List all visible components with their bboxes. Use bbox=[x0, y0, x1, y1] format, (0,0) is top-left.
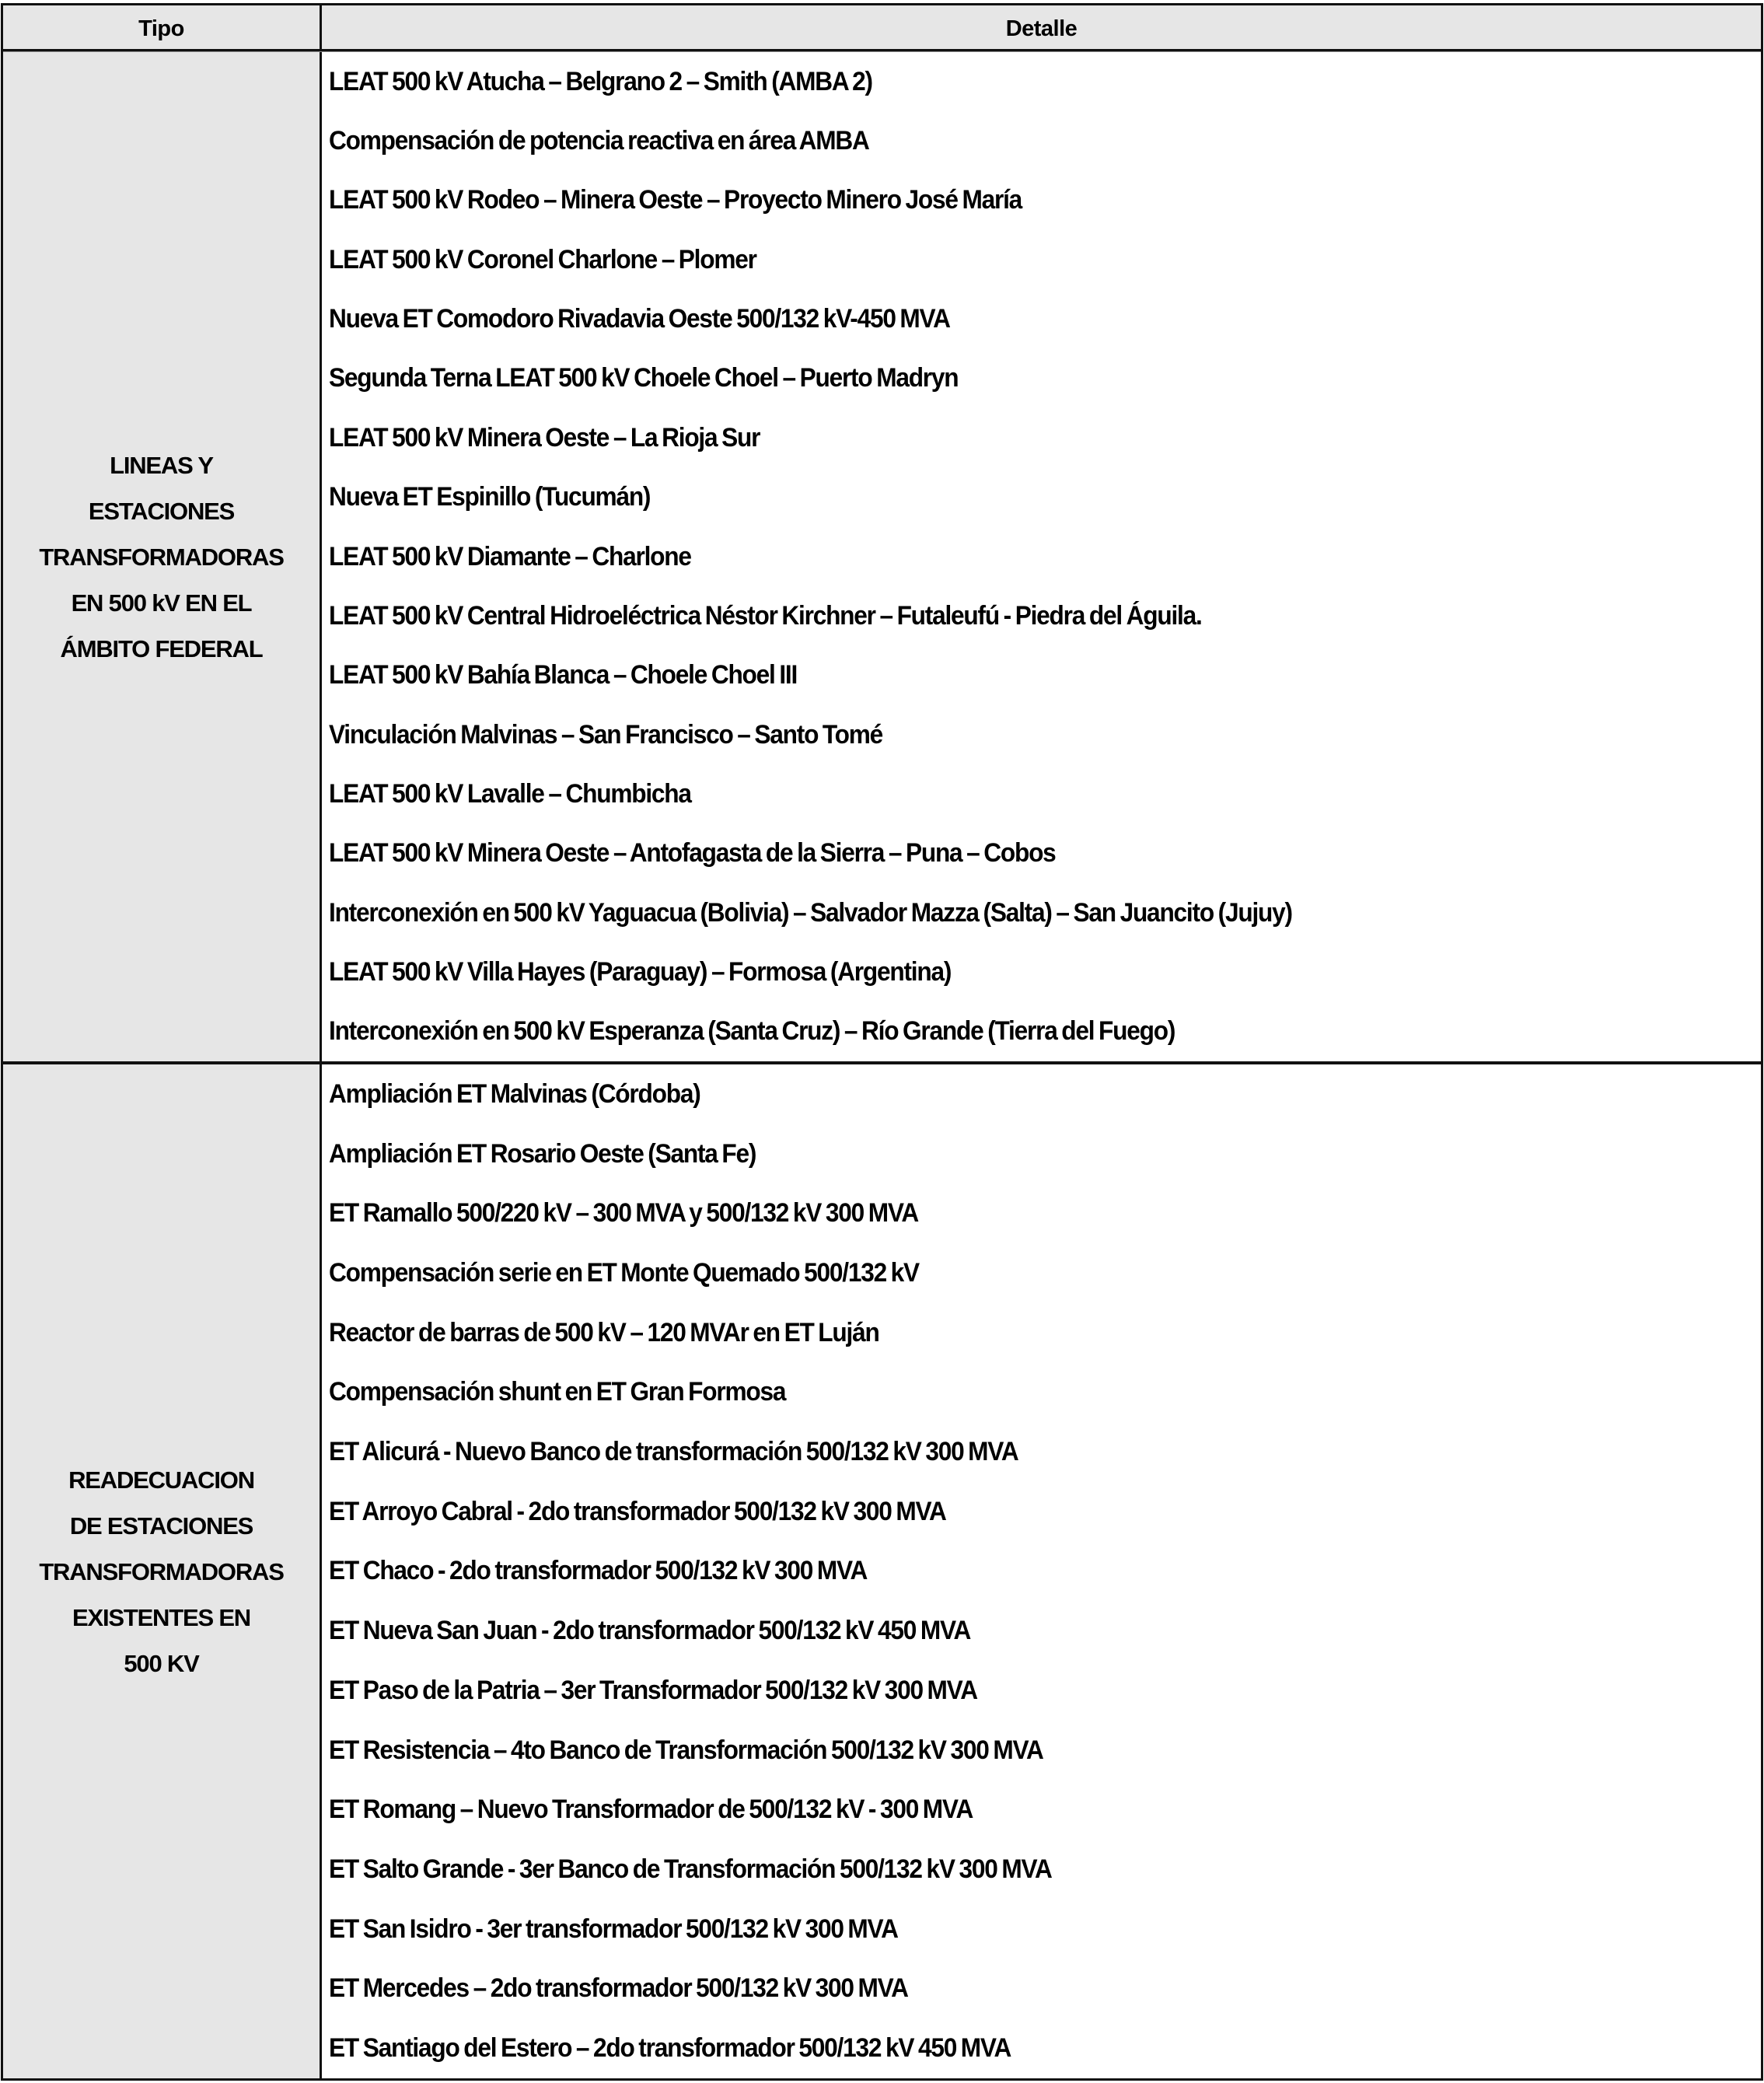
table-row bbox=[322, 824, 1761, 883]
detail-text: Interconexión en 500 kV Esperanza (Santa Cruz) – Río Grande (Tierra del Fuego) bbox=[329, 1016, 1175, 1047]
category-cell-readecuacion bbox=[3, 1064, 320, 2078]
category-label: READECUACION DE ESTACIONES TRANSFORMADORAS EXISTENTES EN 500 KV bbox=[39, 1466, 284, 1677]
detail-text: ET Resistencia – 4to Banco de Transformación 500/132 kV 300 MVA bbox=[329, 1735, 1043, 1765]
detail-text: ET Romang – Nuevo Transformador de 500/132 kV - 300 MVA bbox=[329, 1795, 973, 1825]
projects-table bbox=[1, 3, 1763, 2081]
detail-text: LEAT 500 kV Bahía Blanca – Choele Choel III bbox=[329, 660, 798, 690]
detail-text: LEAT 500 kV Atucha – Belgrano 2 – Smith (AMBA 2) bbox=[329, 66, 872, 96]
detail-text: Ampliación ET Malvinas (Córdoba) bbox=[329, 1078, 700, 1109]
detail-list-section-1 bbox=[322, 52, 1761, 1061]
table-row bbox=[322, 586, 1761, 645]
table-row bbox=[322, 349, 1761, 408]
category-label: LINEAS Y ESTACIONES TRANSFORMADORAS EN 500 kV EN EL ÁMBITO FEDERAL bbox=[39, 451, 284, 662]
table-row bbox=[322, 1064, 1761, 1124]
detail-text: ET Santiago del Estero – 2do transformador 500/132 kV 450 MVA bbox=[329, 2033, 1011, 2064]
detail-text: Compensación serie en ET Monte Quemado 500/132 kV bbox=[329, 1257, 919, 1288]
detail-text: LEAT 500 kV Lavalle – Chumbicha bbox=[329, 778, 691, 809]
table-row bbox=[322, 1243, 1761, 1303]
table-row bbox=[322, 1840, 1761, 1900]
detail-text: ET Arroyo Cabral - 2do transformador 500/132 kV 300 MVA bbox=[329, 1496, 946, 1526]
table-row bbox=[322, 942, 1761, 1001]
detail-list-section-2 bbox=[322, 1064, 1761, 2078]
detail-text: Nueva ET Comodoro Rivadavia Oeste 500/132 kV-450 MVA bbox=[329, 304, 950, 334]
detail-text: Compensación de potencia reactiva en área AMBA bbox=[329, 126, 869, 156]
table-row bbox=[322, 1959, 1761, 2019]
table-row bbox=[322, 408, 1761, 467]
table-row bbox=[322, 1482, 1761, 1542]
detail-text: Segunda Terna LEAT 500 kV Choele Choel – Puerto Madryn bbox=[329, 363, 959, 393]
detail-text: ET Salto Grande - 3er Banco de Transformación 500/132 kV 300 MVA bbox=[329, 1854, 1052, 1884]
detail-text: LEAT 500 kV Coronel Charlone – Plomer bbox=[329, 244, 756, 274]
table-row bbox=[322, 1363, 1761, 1423]
table-row bbox=[322, 2018, 1761, 2078]
table-row bbox=[322, 1303, 1761, 1363]
detail-text: LEAT 500 kV Rodeo – Minera Oeste – Proyecto Minero José María bbox=[329, 185, 1022, 215]
table-row bbox=[322, 1422, 1761, 1482]
column-header-tipo-label: Tipo bbox=[138, 16, 184, 41]
table-row bbox=[322, 468, 1761, 527]
table-row bbox=[322, 1780, 1761, 1840]
table-row bbox=[322, 764, 1761, 823]
detail-text: LEAT 500 kV Diamante – Charlone bbox=[329, 541, 691, 571]
detail-text: Reactor de barras de 500 kV – 120 MVAr en ET Luján bbox=[329, 1317, 879, 1347]
table-row bbox=[322, 1542, 1761, 1602]
category-cell-lineas-y-estaciones bbox=[3, 52, 320, 1061]
table-row bbox=[322, 230, 1761, 289]
table-row bbox=[322, 1183, 1761, 1243]
detail-text: Interconexión en 500 kV Yaguacua (Bolivia) – Salvador Mazza (Salta) – San Juancito (Jujuy) bbox=[329, 897, 1292, 928]
detail-text: LEAT 500 kV Central Hidroeléctrica Néstor Kirchner – Futaleufú - Piedra del Águila. bbox=[329, 600, 1202, 631]
table-row bbox=[322, 1661, 1761, 1721]
column-header-detalle bbox=[322, 5, 1761, 49]
table-row bbox=[322, 1002, 1761, 1061]
table-row bbox=[322, 1900, 1761, 1959]
detail-text: Nueva ET Espinillo (Tucumán) bbox=[329, 482, 651, 512]
detail-text: LEAT 500 kV Minera Oeste – Antofagasta de la Sierra – Puna – Cobos bbox=[329, 838, 1056, 868]
table-row bbox=[322, 1124, 1761, 1184]
table-row bbox=[322, 171, 1761, 230]
detail-text: LEAT 500 kV Minera Oeste – La Rioja Sur bbox=[329, 422, 760, 453]
detail-text: Ampliación ET Rosario Oeste (Santa Fe) bbox=[329, 1138, 756, 1169]
detail-text: ET Paso de la Patria – 3er Transformador 500/132 kV 300 MVA bbox=[329, 1675, 977, 1705]
table-row bbox=[322, 646, 1761, 705]
detail-text: ET San Isidro - 3er transformador 500/132 kV 300 MVA bbox=[329, 1913, 898, 1944]
table-row bbox=[322, 52, 1761, 111]
table-row bbox=[322, 111, 1761, 170]
table-row bbox=[322, 527, 1761, 586]
detail-text: Compensación shunt en ET Gran Formosa bbox=[329, 1377, 786, 1407]
column-header-detalle-label: Detalle bbox=[1005, 16, 1078, 41]
detail-text: ET Nueva San Juan - 2do transformador 500/132 kV 450 MVA bbox=[329, 1616, 971, 1646]
table-row bbox=[322, 883, 1761, 942]
table-row bbox=[322, 1601, 1761, 1661]
detail-text: Vinculación Malvinas – San Francisco – Santo Tomé bbox=[329, 719, 883, 750]
detail-text: ET Mercedes – 2do transformador 500/132 kV 300 MVA bbox=[329, 1973, 908, 2004]
table-row bbox=[322, 705, 1761, 764]
detail-text: ET Chaco - 2do transformador 500/132 kV 300 MVA bbox=[329, 1556, 868, 1586]
detail-text: LEAT 500 kV Villa Hayes (Paraguay) – Formosa (Argentina) bbox=[329, 957, 952, 987]
detail-text: ET Ramallo 500/220 kV – 300 MVA y 500/132 kV 300 MVA bbox=[329, 1198, 919, 1228]
detail-text: ET Alicurá - Nuevo Banco de transformación 500/132 kV 300 MVA bbox=[329, 1437, 1018, 1467]
table-row bbox=[322, 1721, 1761, 1781]
column-header-tipo bbox=[3, 5, 320, 49]
table-row bbox=[322, 289, 1761, 348]
